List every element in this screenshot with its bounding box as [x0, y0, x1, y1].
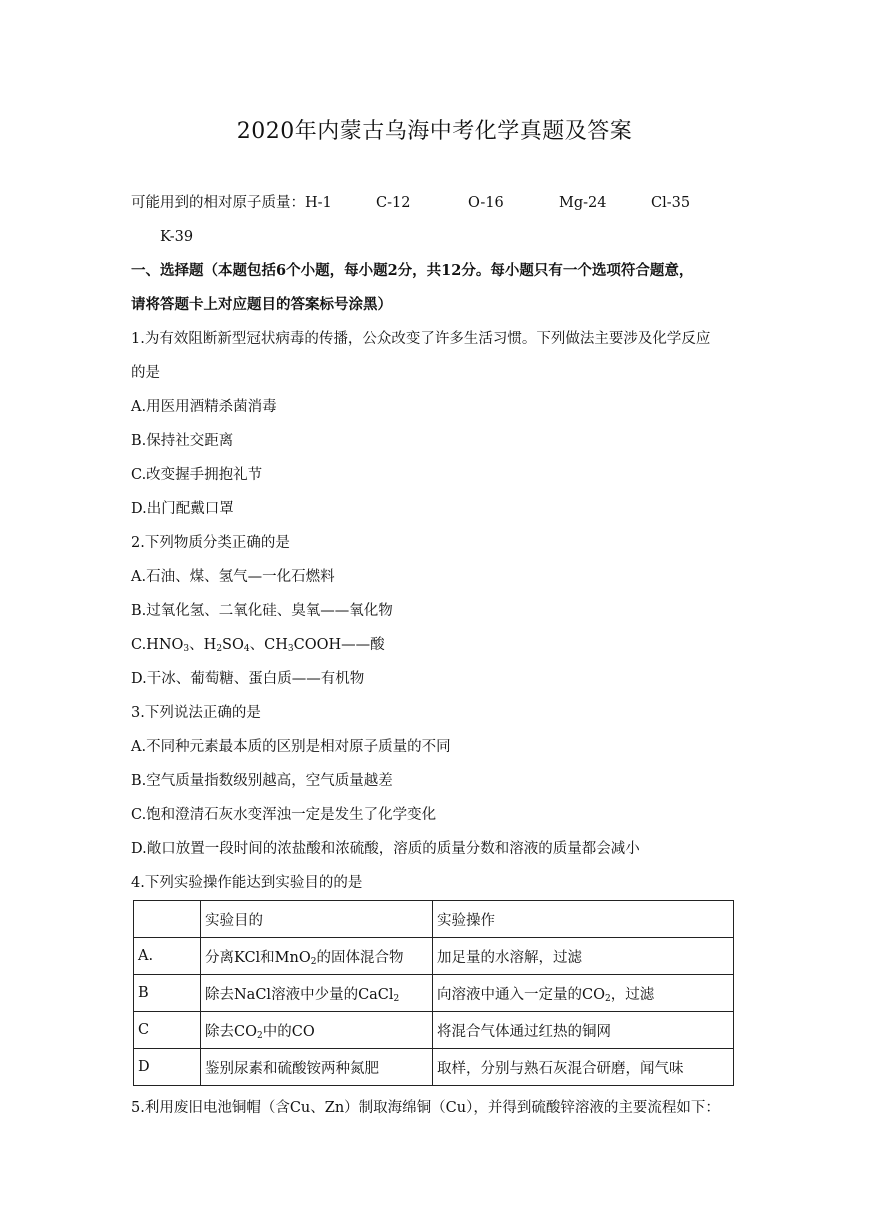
q3-option-c: C.饱和澄清石灰水变浑浊一定是发生了化学变化 — [131, 807, 437, 823]
q1-option-a: A.用医用酒精杀菌消毒 — [131, 399, 277, 415]
table-row — [134, 938, 734, 975]
q4-experiment-table — [133, 900, 734, 1086]
q5-stem: 5.利用废旧电池铜帽（含Cu、Zn）制取海绵铜（Cu），并得到硫酸锌溶液的主要流程如下： — [131, 1100, 720, 1116]
q2-option-a: A.石油、煤、氢气—一化石燃料 — [131, 569, 335, 585]
q3-stem: 3.下列说法正确的是 — [131, 705, 261, 721]
q2-c-sub: 3 — [183, 644, 190, 654]
operation-sub: 2 — [604, 993, 611, 1004]
q2-option-d: D.干冰、葡萄糖、蛋白质——有机物 — [131, 671, 365, 687]
mass-k: K-39 — [160, 229, 194, 245]
q1-option-c: C.改变握手拥抱礼节 — [131, 467, 263, 483]
purpose-sub: 2 — [393, 993, 400, 1004]
atomic-masses-label: 可能用到的相对原子质量： — [131, 195, 305, 211]
purpose-text: 分离KCl和MnO — [205, 949, 311, 966]
row-operation — [433, 975, 734, 1012]
q2-c-text: 、H — [189, 637, 217, 653]
row-purpose — [201, 1049, 433, 1086]
page-title: 2020年内蒙古乌海中考化学真题及答案 — [236, 119, 633, 144]
q2-stem: 2.下列物质分类正确的是 — [131, 535, 290, 551]
q3-option-a: A.不同种元素最本质的区别是相对原子质量的不同 — [131, 739, 451, 755]
table-header-cell: 实验目的 — [201, 901, 433, 938]
q4-stem: 4.下列实验操作能达到实验目的的是 — [131, 875, 363, 891]
purpose-text: 除去CO — [205, 1023, 257, 1040]
mass-cl: Cl-35 — [651, 195, 691, 211]
table-header-cell: 实验操作 — [433, 901, 734, 938]
q3-option-b: B.空气质量指数级别越高，空气质量越差 — [131, 773, 393, 789]
q2-c-sub: 3 — [287, 644, 294, 654]
section1-heading-line2: 请将答题卡上对应题目的答案标号涂黑） — [131, 296, 392, 313]
purpose-sub: 2 — [310, 956, 317, 967]
mass-c: C-12 — [376, 195, 411, 211]
atomic-masses-line — [131, 193, 691, 213]
table-header-cell — [134, 901, 201, 938]
q2-c-text: SO — [222, 637, 244, 653]
q1-stem-line2: 的是 — [131, 365, 160, 381]
operation-text: 加足量的水溶解，过滤 — [437, 949, 582, 966]
q3-option-d: D.敞口放置一段时间的浓盐酸和浓硫酸，溶质的质量分数和溶液的质量都会减小 — [131, 841, 640, 857]
table-row — [134, 1049, 734, 1086]
q2-option-c — [131, 635, 385, 655]
row-purpose — [201, 938, 433, 975]
row-operation — [433, 1049, 734, 1086]
row-operation — [433, 1012, 734, 1049]
purpose-text: 鉴别尿素和硫酸铵两种氮肥 — [205, 1060, 379, 1077]
q2-option-b: B.过氧化氢、二氧化硅、臭氧——氧化物 — [131, 603, 393, 619]
q1-option-d: D.出门配戴口罩 — [131, 501, 234, 517]
purpose-text: 的固体混合物 — [316, 949, 404, 966]
q1-stem-line1: 1.为有效阻断新型冠状病毒的传播，公众改变了许多生活习惯。下列做法主要涉及化学反应 — [131, 331, 711, 347]
q2-c-text: 、CH — [249, 637, 288, 653]
q2-c-text: C.HNO — [131, 637, 184, 653]
q1-option-b: B.保持社交距离 — [131, 433, 234, 449]
row-operation — [433, 938, 734, 975]
purpose-sub: 2 — [256, 1030, 263, 1041]
operation-text: 取样，分别与熟石灰混合研磨，闻气味 — [437, 1060, 684, 1077]
row-label: B — [134, 975, 201, 1012]
table-row — [134, 1012, 734, 1049]
purpose-text: 除去NaCl溶液中少量的CaCl — [205, 986, 394, 1003]
table-row — [134, 975, 734, 1012]
operation-text: 向溶液中通入一定量的CO — [437, 986, 605, 1003]
q2-c-sub: 2 — [216, 644, 223, 654]
row-purpose — [201, 975, 433, 1012]
table-header-row — [134, 901, 734, 938]
section1-heading-line1: 一、选择题（本题包括6个小题，每小题2分，共12分。每小题只有一个选项符合题意， — [131, 262, 694, 279]
q2-c-sub: 4 — [243, 644, 250, 654]
q2-c-text: COOH——酸 — [293, 637, 385, 653]
row-label: D — [134, 1049, 201, 1086]
row-label: C — [134, 1012, 201, 1049]
row-purpose — [201, 1012, 433, 1049]
mass-h: H-1 — [305, 195, 332, 211]
purpose-text: 中的CO — [262, 1023, 315, 1040]
operation-text: 将混合气体通过红热的铜网 — [437, 1023, 611, 1040]
row-label: A. — [134, 938, 201, 975]
mass-mg: Mg-24 — [559, 195, 607, 211]
mass-o: O-16 — [468, 195, 504, 211]
operation-text: ，过滤 — [610, 986, 655, 1003]
